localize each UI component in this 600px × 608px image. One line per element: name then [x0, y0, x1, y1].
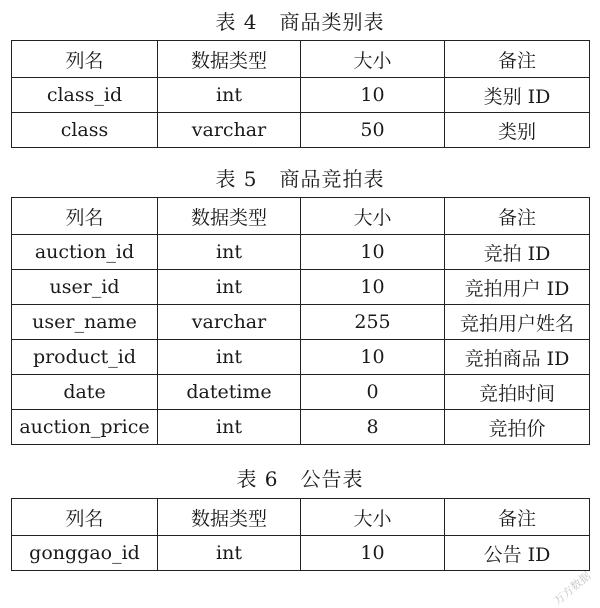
table-5-caption: [0, 167, 600, 191]
header-cell: 备注: [445, 499, 590, 536]
table-row: [12, 536, 590, 571]
table-6: [11, 498, 590, 571]
table-cell: product_id: [12, 340, 158, 375]
table-cell: 竞拍商品 ID: [445, 340, 590, 375]
table-cell: int: [158, 536, 301, 571]
table-row: [12, 410, 590, 445]
table-5-caption-title: 商品竞拍表: [279, 167, 385, 191]
table-5-caption-number: 表 5: [215, 167, 258, 191]
header-cell: 备注: [445, 198, 590, 235]
table-cell: 50: [301, 113, 445, 148]
header-cell: 列名: [12, 499, 158, 536]
table-header-row: [12, 198, 590, 235]
table-cell: class_id: [12, 78, 158, 113]
table-cell: user_id: [12, 270, 158, 305]
table-row: [12, 270, 590, 305]
table-cell: datetime: [158, 375, 301, 410]
table-row: [12, 375, 590, 410]
table-cell: 竞拍时间: [445, 375, 590, 410]
table-row: [12, 78, 590, 113]
table-cell: auction_id: [12, 235, 158, 270]
header-cell: 列名: [12, 198, 158, 235]
table-header-row: [12, 41, 590, 78]
table-6-caption-title: 公告表: [300, 467, 364, 491]
watermark: 万方数据: [551, 569, 594, 608]
table-cell: class: [12, 113, 158, 148]
table-cell: 10: [301, 235, 445, 270]
table-cell: int: [158, 235, 301, 270]
table-cell: 10: [301, 270, 445, 305]
table-4-caption-number: 表 4: [215, 10, 258, 34]
table-cell: 公告 ID: [445, 536, 590, 571]
table-cell: 10: [301, 340, 445, 375]
table-cell: 10: [301, 536, 445, 571]
table-4-caption: [0, 10, 600, 34]
table-cell: varchar: [158, 113, 301, 148]
table-row: [12, 113, 590, 148]
header-cell: 备注: [445, 41, 590, 78]
table-row: [12, 235, 590, 270]
table-cell: 8: [301, 410, 445, 445]
table-header-row: [12, 499, 590, 536]
header-cell: 大小: [301, 41, 445, 78]
table-cell: int: [158, 78, 301, 113]
header-cell: 数据类型: [158, 41, 301, 78]
table-cell: gonggao_id: [12, 536, 158, 571]
header-cell: 列名: [12, 41, 158, 78]
table-cell: 0: [301, 375, 445, 410]
table-cell: 竞拍价: [445, 410, 590, 445]
table-cell: 竞拍 ID: [445, 235, 590, 270]
table-cell: 类别 ID: [445, 78, 590, 113]
table-cell: auction_price: [12, 410, 158, 445]
header-cell: 大小: [301, 198, 445, 235]
table-cell: 10: [301, 78, 445, 113]
table-4-caption-title: 商品类别表: [279, 10, 385, 34]
table-6-caption-number: 表 6: [236, 467, 279, 491]
table-cell: 竞拍用户 ID: [445, 270, 590, 305]
table-cell: int: [158, 410, 301, 445]
table-6-caption: [0, 467, 600, 491]
table-cell: int: [158, 270, 301, 305]
table-cell: int: [158, 340, 301, 375]
table-cell: 255: [301, 305, 445, 340]
table-row: [12, 340, 590, 375]
table-cell: date: [12, 375, 158, 410]
header-cell: 数据类型: [158, 198, 301, 235]
table-4: [11, 40, 590, 148]
table-cell: varchar: [158, 305, 301, 340]
table-5: [11, 197, 590, 445]
table-cell: user_name: [12, 305, 158, 340]
table-row: [12, 305, 590, 340]
table-cell: 类别: [445, 113, 590, 148]
header-cell: 数据类型: [158, 499, 301, 536]
header-cell: 大小: [301, 499, 445, 536]
table-cell: 竞拍用户姓名: [445, 305, 590, 340]
